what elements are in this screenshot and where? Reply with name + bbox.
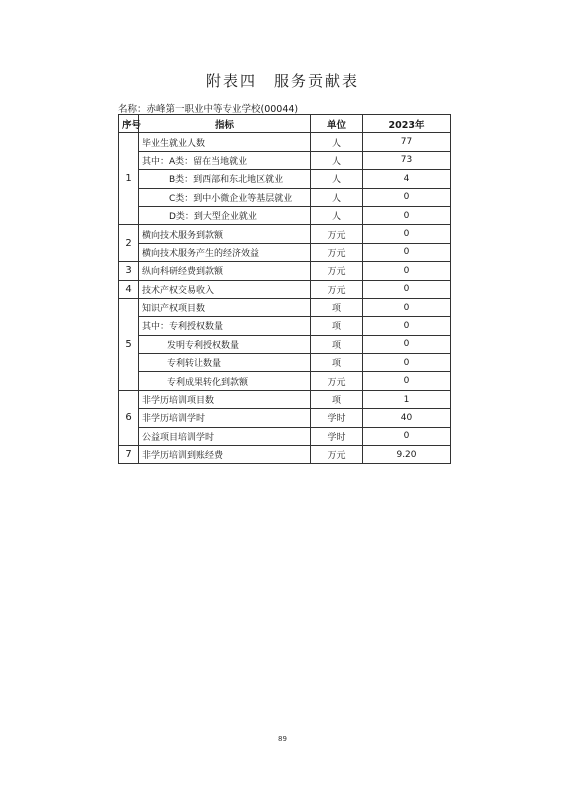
unit-cell: 万元	[311, 372, 363, 390]
value-cell: 77	[363, 133, 451, 151]
table-row	[119, 188, 451, 206]
unit-cell: 万元	[311, 225, 363, 243]
indicator-cell: 技术产权交易收入	[139, 280, 311, 298]
value-cell: 0	[363, 372, 451, 390]
unit-cell: 人	[311, 151, 363, 169]
unit-cell: 项	[311, 390, 363, 408]
indicator-cell: 专利转让数量	[139, 354, 311, 372]
header-indicator: 指标	[139, 115, 311, 133]
indicator-cell: 其中：专利授权数量	[139, 317, 311, 335]
unit-cell: 万元	[311, 446, 363, 464]
indicator-cell: B类：到西部和东北地区就业	[139, 170, 311, 188]
unit-cell: 人	[311, 133, 363, 151]
seq-cell: 1	[119, 133, 139, 225]
unit-cell: 人	[311, 206, 363, 224]
indicator-cell: 非学历培训到账经费	[139, 446, 311, 464]
unit-cell: 学时	[311, 409, 363, 427]
indicator-cell: 非学历培训学时	[139, 409, 311, 427]
indicator-cell: C类：到中小微企业等基层就业	[139, 188, 311, 206]
indicator-cell: 知识产权项目数	[139, 298, 311, 316]
table-row	[119, 298, 451, 316]
table-row	[119, 390, 451, 408]
table-row	[119, 225, 451, 243]
value-cell: 0	[363, 262, 451, 280]
value-cell: 73	[363, 151, 451, 169]
indicator-cell: 横向技术服务到款额	[139, 225, 311, 243]
indicator-cell: 非学历培训项目数	[139, 390, 311, 408]
seq-cell: 3	[119, 262, 139, 280]
unit-cell: 人	[311, 170, 363, 188]
value-cell: 0	[363, 188, 451, 206]
table-row	[119, 151, 451, 169]
header-unit: 单位	[311, 115, 363, 133]
unit-cell: 万元	[311, 243, 363, 261]
table-row	[119, 262, 451, 280]
table-row	[119, 280, 451, 298]
unit-cell: 万元	[311, 262, 363, 280]
seq-cell: 2	[119, 225, 139, 262]
page-title: 附表四 服务贡献表	[205, 72, 359, 90]
value-cell: 0	[363, 206, 451, 224]
indicator-cell: 横向技术服务产生的经济效益	[139, 243, 311, 261]
indicator-cell: 其中：A类：留在当地就业	[139, 151, 311, 169]
indicator-cell: 专利成果转化到款额	[139, 372, 311, 390]
table-row	[119, 372, 451, 390]
value-cell: 9.20	[363, 446, 451, 464]
value-cell: 0	[363, 354, 451, 372]
value-cell: 0	[363, 317, 451, 335]
watermark	[92, 188, 104, 203]
indicator-cell: 纵向科研经费到款额	[139, 262, 311, 280]
value-cell: 1	[363, 390, 451, 408]
value-cell: 0	[363, 243, 451, 261]
value-cell: 4	[363, 170, 451, 188]
value-cell: 0	[363, 280, 451, 298]
page-number: 89	[278, 735, 287, 743]
value-cell: 0	[363, 335, 451, 353]
unit-cell: 学时	[311, 427, 363, 445]
seq-cell: 7	[119, 446, 139, 464]
table-row	[119, 243, 451, 261]
seq-cell: 6	[119, 390, 139, 445]
table-header-row	[119, 115, 451, 133]
table-row	[119, 354, 451, 372]
unit-cell: 项	[311, 335, 363, 353]
indicator-cell: 毕业生就业人数	[139, 133, 311, 151]
table-row	[119, 206, 451, 224]
table-row	[119, 170, 451, 188]
indicator-cell: 公益项目培训学时	[139, 427, 311, 445]
unit-cell: 项	[311, 354, 363, 372]
table-row	[119, 317, 451, 335]
header-year: 2023年	[363, 115, 451, 133]
value-cell: 40	[363, 409, 451, 427]
seq-cell: 4	[119, 280, 139, 298]
seq-cell: 5	[119, 298, 139, 390]
value-cell: 0	[363, 298, 451, 316]
value-cell: 0	[363, 427, 451, 445]
indicator-cell: 发明专利授权数量	[139, 335, 311, 353]
org-name: 名称：赤峰第一职业中等专业学校(00044)	[118, 104, 299, 115]
table-row	[119, 446, 451, 464]
header-seq: 序号	[119, 115, 139, 133]
value-cell: 0	[363, 225, 451, 243]
table-row	[119, 133, 451, 151]
unit-cell: 项	[311, 317, 363, 335]
unit-cell: 万元	[311, 280, 363, 298]
service-contribution-table	[118, 114, 451, 464]
service-contribution-table-wrapper	[118, 114, 450, 464]
table-row	[119, 409, 451, 427]
table-row	[119, 427, 451, 445]
unit-cell: 项	[311, 298, 363, 316]
unit-cell: 人	[311, 188, 363, 206]
table-row	[119, 335, 451, 353]
indicator-cell: D类：到大型企业就业	[139, 206, 311, 224]
